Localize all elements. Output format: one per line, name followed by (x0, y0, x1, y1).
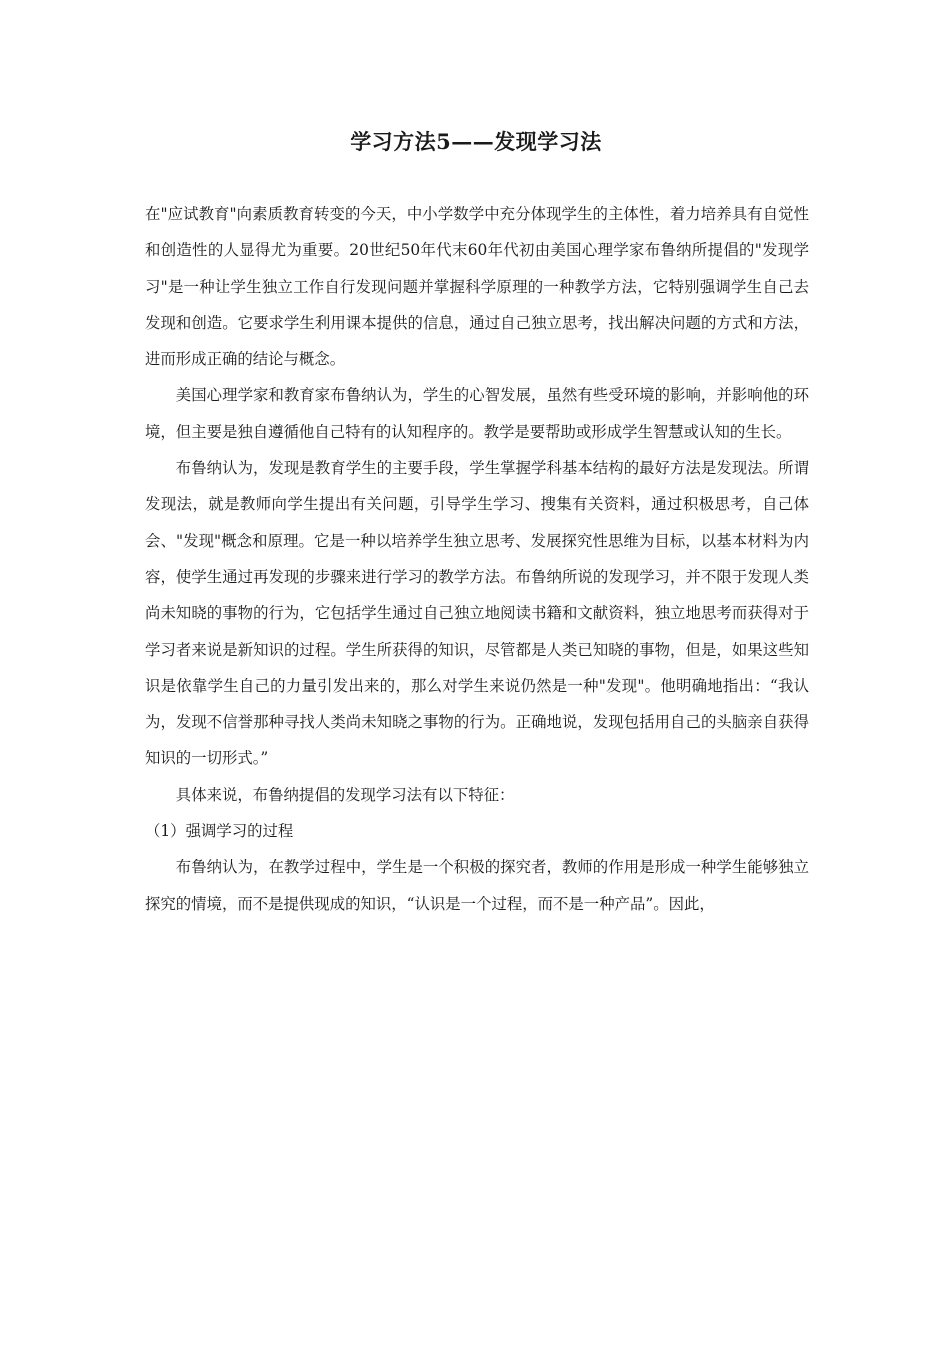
paragraph-discovery-method: 布鲁纳认为，发现是教育学生的主要手段，学生掌握学科基本结构的最好方法是发现法。所谓发现法，就是教师向学生提出有关问题，引导学生学习、搜集有关资料，通过积极思考，自己体会、"发现"概念和原理。它是一种以培养学生独立思考、发展探究性思维为目标，以基本材料为内容，使学生通过再发现的步骤来进行学习的教学方法。布鲁纳所说的发现学习，并不限于发现人类尚未知晓的事物的行为，它包括学生通过自己独立地阅读书籍和文献资料，独立地思考而获得对于学习者来说是新知识的过程。学生所获得的知识，尽管都是人类已知晓的事物，但是，如果这些知识是依靠学生自己的力量引发出来的，那么对学生来说仍然是一种"发现"。他明确地指出：“我认为，发现不信誉那种寻找人类尚未知晓之事物的行为。正确地说，发现包括用自己的头脑亲自获得知识的一切形式。” (145, 459, 809, 768)
paragraph-process: 布鲁纳认为，在教学过程中，学生是一个积极的探究者，教师的作用是形成一种学生能够独立探究的情境，而不是提供现成的知识，“认识是一个过程，而不是一种产品”。因此， (145, 858, 809, 913)
paragraph-features-intro: 具体来说，布鲁纳提倡的发现学习法有以下特征： (175, 785, 515, 804)
paragraph-bruner-view: 美国心理学家和教育家布鲁纳认为，学生的心智发展，虽然有些受环境的影响，并影响他的环境，但主要是独自遵循他自己特有的认知程序的。教学是要帮助或形成学生智慧或认知的生长。 (145, 386, 809, 441)
section-heading-process: （1）强调学习的过程 (145, 822, 294, 841)
paragraph-intro: 在"应试教育"向素质教育转变的今天，中小学数学中充分体现学生的主体性，着力培养具有自觉性和创造性的人显得尤为重要。20世纪50年代末60年代初由美国心理学家布鲁纳所提倡的"发现学习"是一种让学生独立工作自行发现问题并掌握科学原理的一种教学方法，它特别强调学生自己去发现和创造。它要求学生利用课本提供的信息，通过自己独立思考，找出解决问题的方式和方法，进而形成正确的结论与概念。 (145, 205, 809, 369)
document-title: 学习方法5——发现学习法 (350, 129, 602, 154)
document-body (145, 196, 809, 922)
